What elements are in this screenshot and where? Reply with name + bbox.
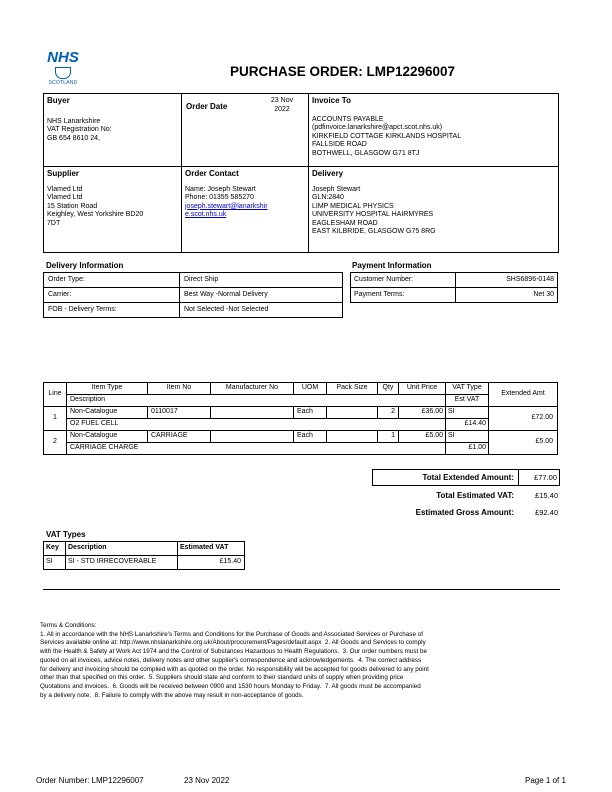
delivery-section <box>312 169 552 237</box>
terms-line: with the Health & Safety at Work Act 1974 and the Control of Substances Hazardous to Health Regulations. 3. Our order numbers must be <box>40 648 428 656</box>
cell-description: CARRIAGE CHARGE <box>67 443 446 455</box>
cell-item-no: 0110017 <box>148 407 211 419</box>
invoice-to-section <box>312 96 552 158</box>
vat-types-row <box>44 556 245 570</box>
header-divider-v2 <box>308 93 309 253</box>
total-label: Total Extended Amount: <box>373 470 519 485</box>
delivery-info-value: Direct Ship <box>184 275 219 283</box>
cell-qty: 1 <box>378 431 399 443</box>
terms-line: quoted on all invoices, advice notes, delivery notes and other supplier's correspondence and acknowledgements. 4. The correct address <box>40 656 422 664</box>
delivery-info-table <box>43 272 343 318</box>
vat-cell-estimated-vat: £15.40 <box>178 556 245 570</box>
col-qty: Qty <box>378 383 399 395</box>
vat-cell-key: SI <box>44 556 66 570</box>
col-item-type: Item Type <box>67 383 148 395</box>
table-row-description <box>44 419 558 431</box>
delivery-heading: Delivery <box>312 169 344 178</box>
cell-est-vat: £14.40 <box>446 419 489 431</box>
total-value: £77.00 <box>534 473 557 482</box>
order-contact-heading: Order Contact <box>185 169 239 178</box>
total-label: Estimated Gross Amount: <box>415 508 514 517</box>
order-contact-name: Name: Joseph Stewart <box>185 185 256 193</box>
delivery-line: EAST KILBRIDE, GLASGOW G75 8RG <box>312 228 436 235</box>
cell-extended-amt: £72.00 <box>489 407 558 431</box>
totals-block <box>372 469 560 520</box>
order-date-day-month: 23 Nov <box>270 97 294 104</box>
col-unit-price: Unit Price <box>399 383 446 395</box>
buyer-line: GB 654 8610 24, <box>47 134 100 142</box>
col-uom: UOM <box>294 383 327 395</box>
payment-info-row <box>351 273 558 288</box>
col-vat-type: VAT Type <box>446 383 489 395</box>
delivery-info-row <box>44 273 343 288</box>
header-divider-h <box>43 166 559 167</box>
table-row <box>44 407 558 419</box>
invoice-to-line: ACCOUNTS PAYABLE <box>312 115 384 123</box>
buyer-section <box>47 96 177 143</box>
terms-line: Services available online at: http://www.nhslanarkshire.org.uk/About/procurement/Pages/default.aspx 2. All Goods and Services to comply <box>40 639 426 647</box>
supplier-section <box>47 169 179 228</box>
order-lines-table <box>43 382 558 455</box>
vat-types-heading: VAT Types <box>46 530 86 539</box>
col-est-vat: Est VAT <box>446 395 489 407</box>
payment-info-row <box>351 288 558 303</box>
order-contact-email-link[interactable] <box>185 203 306 220</box>
order-date-heading: Order Date <box>186 102 228 111</box>
cell-qty: 2 <box>378 407 399 419</box>
payment-info-heading: Payment Information <box>352 261 432 270</box>
cell-extended-amt: £5.00 <box>489 431 558 455</box>
footer-date: 23 Nov 2022 <box>184 776 230 785</box>
cell-uom: Each <box>294 431 327 443</box>
delivery-info-heading: Delivery Information <box>46 261 124 270</box>
terms-line: for delivery and invoicing should be complied with as quoted on the order. No responsibility will be accepted for goods delivered to any point <box>40 665 429 673</box>
delivery-info-label: FOB - Delivery Terms: <box>44 303 180 318</box>
cell-vat-type: SI <box>446 431 489 443</box>
cell-item-no: CARRIAGE <box>148 431 211 443</box>
cell-pack-size <box>327 407 378 419</box>
table-row-description <box>44 443 558 455</box>
payment-info-value: SHS6896-0148 <box>506 275 554 283</box>
logo-text: NHS <box>47 49 79 66</box>
col-manufacturer-no: Manufacturer No <box>211 383 294 395</box>
vat-col-estimated-vat: Estimated VAT <box>178 542 245 556</box>
invoice-to-heading: Invoice To <box>312 96 351 105</box>
invoice-to-line: (pdfinvoice.lanarkshire@apct.scot.nhs.uk) <box>312 124 443 131</box>
cell-description: O2 FUEL CELL <box>67 419 446 431</box>
delivery-info-row <box>44 303 343 318</box>
total-value: £15.40 <box>535 491 558 500</box>
total-value: £92.40 <box>535 508 558 517</box>
terms-heading: Terms & Conditions: <box>40 622 97 629</box>
terms-line: other than that specified on this order. 5. Suppliers should state and conform to their standard units of supply when providing price <box>40 674 404 682</box>
delivery-line: UNIVERSITY HOSPITAL HAIRMYRES <box>312 211 434 218</box>
col-item-no: Item No <box>148 383 211 395</box>
email-line-2: e.scot.nhs.uk <box>185 211 227 218</box>
header-divider-v1 <box>181 93 182 253</box>
supplier-heading: Supplier <box>47 169 80 178</box>
payment-info-label: Customer Number: <box>351 273 456 288</box>
page-title: PURCHASE ORDER: LMP12296007 <box>230 64 456 79</box>
footer-order-number: Order Number: LMP12296007 <box>36 776 144 785</box>
delivery-line: Joseph Stewart <box>312 185 361 193</box>
cell-unit-price: £36.00 <box>399 407 446 419</box>
terms-line: Quotations and invoices. 6. Goods will be received between 0900 and 1530 hours Monday to Friday. 7. All goods must be accompanied <box>40 682 421 690</box>
cell-item-type: Non-Catalogue <box>67 407 148 419</box>
delivery-info-label: Carrier: <box>44 288 180 303</box>
table-header-row-2 <box>44 395 558 407</box>
payment-info-table <box>350 272 558 303</box>
cell-manufacturer-no <box>211 407 294 419</box>
invoice-to-line: BOTHWELL, GLASGOW G71 8TJ <box>312 149 420 157</box>
delivery-info-value: Best Way -Normal Delivery <box>184 290 268 298</box>
supplier-line: Vlamed Ltd <box>47 194 83 201</box>
delivery-line: EAGLESHAM ROAD <box>312 219 378 227</box>
cell-manufacturer-no <box>211 431 294 443</box>
cell-line: 1 <box>44 407 67 431</box>
buyer-line: NHS Lanarkshire <box>47 117 101 125</box>
cell-item-type: Non-Catalogue <box>67 431 148 443</box>
invoice-to-line: KIRKFIELD COTTAGE KIRKLANDS HOSPITAL <box>312 132 462 140</box>
logo-subtext: SCOTLAND <box>48 80 78 86</box>
terms-line: 1. All in accordance with the NHS Lanarkshire's Terms and Conditions for the Purchase of Goods and Associated Services or Purchase of <box>40 630 423 638</box>
delivery-line: LIMP MEDICAL PHYSICS <box>312 202 394 210</box>
order-contact-phone: Phone: 01355 585270 <box>185 194 254 201</box>
vat-cell-description: SI - STD IRRECOVERABLE <box>66 556 178 570</box>
delivery-info-label: Order Type: <box>44 273 180 288</box>
footer-page-number: Page 1 of 1 <box>525 776 566 785</box>
supplier-line: 15 Station Road <box>47 202 98 210</box>
delivery-info-row <box>44 288 343 303</box>
total-row <box>372 488 560 503</box>
vat-types-table <box>43 541 245 570</box>
cell-vat-type: SI <box>446 407 489 419</box>
total-label: Total Estimated VAT: <box>436 491 514 500</box>
table-row <box>44 431 558 443</box>
logo-emblem <box>55 67 71 79</box>
total-row <box>372 469 560 486</box>
payment-info-label: Payment Terms: <box>351 288 456 303</box>
terms-line: by a delivery note. 8. Failure to comply with the above may result in non-acceptance of goods. <box>40 691 304 699</box>
supplier-line: Keighley, West Yorkshire BD20 <box>47 211 144 218</box>
vat-col-description: Description <box>66 542 178 556</box>
cell-pack-size <box>327 431 378 443</box>
order-date-year: 2022 <box>274 105 290 113</box>
email-line-1: joseph.stewart@lanarkshir <box>185 202 268 210</box>
terms-divider <box>43 589 560 590</box>
col-pack-size: Pack Size <box>327 383 378 395</box>
buyer-heading: Buyer <box>47 96 70 105</box>
cell-line: 2 <box>44 431 67 455</box>
invoice-to-line: FALLSIDE ROAD <box>312 141 367 148</box>
cell-est-vat: £1.00 <box>446 443 489 455</box>
nhs-scotland-logo <box>44 50 82 88</box>
order-contact-section <box>185 169 306 220</box>
total-row <box>372 505 560 520</box>
terms-section <box>40 622 580 700</box>
supplier-line: 7DT <box>47 219 61 227</box>
buyer-line: VAT Registration No: <box>47 126 112 133</box>
order-date-value <box>258 97 306 114</box>
supplier-line: Vlamed Ltd <box>47 185 83 193</box>
vat-col-key: Key <box>44 542 66 556</box>
col-description: Description <box>67 395 446 407</box>
delivery-info-value: Not Selected -Not Selected <box>184 305 269 313</box>
vat-types-header-row <box>44 542 245 556</box>
delivery-line: GLN:2840 <box>312 194 344 201</box>
table-header-row <box>44 383 558 395</box>
payment-info-value: Net 30 <box>533 290 554 298</box>
col-line: Line <box>44 383 67 407</box>
cell-unit-price: £5.00 <box>399 431 446 443</box>
cell-uom: Each <box>294 407 327 419</box>
col-extended-amt: Extended Amt <box>489 383 558 407</box>
